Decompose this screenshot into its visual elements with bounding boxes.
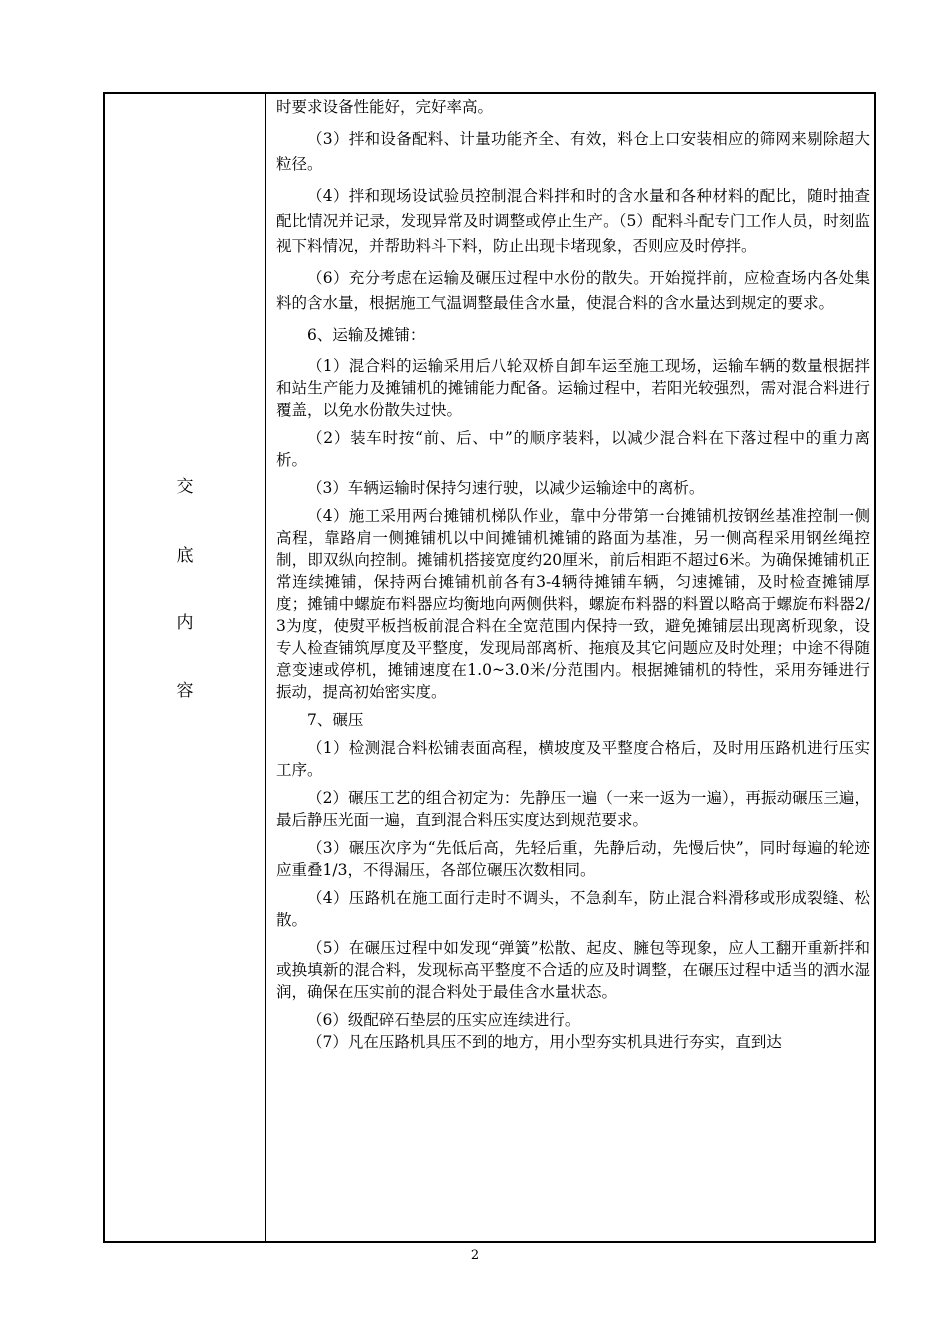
paragraph: （3）碾压次序为“先低后高，先轻后重，先静后动，先慢后快”，同时每遍的轮迹应重叠1/3，不得漏压，各部位碾压次数相同。	[276, 839, 870, 879]
paragraph: （6）充分考虑在运输及碾压过程中水份的散失。开始搅拌前，应检查场内各处集料的含水量，根据施工气温调整最佳含水量，使混合料的含水量达到规定的要求。	[276, 269, 870, 312]
paragraph: （1）检测混合料松铺表面高程，横坡度及平整度合格后，及时用压路机进行压实工序。	[276, 739, 870, 779]
column-divider	[265, 94, 266, 1241]
paragraph: （5）在碾压过程中如发现“弹簧”松散、起皮、臃包等现象，应人工翻开重新拌和或换填新的混合料，发现标高平整度不合适的应及时调整，在碾压过程中适当的洒水湿润，确保在压实前的混合料处于最佳含水量状态。	[276, 939, 870, 1001]
paragraph: （2）装车时按“前、后、中”的顺序装料，以减少混合料在下落过程中的重力离析。	[276, 429, 870, 469]
paragraph: （2）碾压工艺的组合初定为：先静压一遍（一来一返为一遍），再振动碾压三遍，最后静压光面一遍，直到混合料压实度达到规范要求。	[276, 789, 870, 829]
section-heading: 7、碾压	[307, 711, 364, 729]
label-column	[105, 94, 265, 1241]
page-number: 2	[470, 1248, 480, 1263]
paragraph: 时要求设备性能好，完好率高。	[276, 98, 494, 116]
content-cell	[276, 94, 870, 1241]
paragraph: （4）压路机在施工面行走时不调头，不急刹车，防止混合料滑移或形成裂缝、松散。	[276, 889, 870, 929]
paragraph: （3）拌和设备配料、计量功能齐全、有效，料仓上口安装相应的筛网来剔除超大粒径。	[276, 130, 870, 173]
paragraph: （4）拌和现场设试验员控制混合料拌和时的含水量和各种材料的配比，随时抽查配比情况并记录，发现异常及时调整或停止生产。（5）配料斗配专门工作人员，时刻监视下料情况，并帮助料斗下料，防止出现卡堵现象，否则应及时停拌。	[276, 187, 870, 255]
paragraph: （7）凡在压路机具压不到的地方，用小型夯实机具进行夯实，直到达	[307, 1033, 782, 1051]
disclosure-table	[103, 92, 876, 1243]
label-char: 交	[176, 477, 194, 497]
paragraph: （4）施工采用两台摊铺机梯队作业，靠中分带第一台摊铺机按钢丝基准控制一侧高程，靠路肩一侧摊铺机以中间摊铺机摊铺的路面为基准，另一侧高程采用钢丝绳控制，即双纵向控制。摊铺机搭接宽度约20厘米，前后相距不超过6米。为确保摊铺机正常连续摊铺，保持两台摊铺机前各有3-4辆待摊铺车辆，匀速摊铺，及时检查摊铺厚度；摊铺中螺旋布料器应均衡地向两侧供料，螺旋布料器的料置以略高于螺旋布料器2/3为度，使熨平板挡板前混合料在全宽范围内保持一致，避免摊铺层出现离析现象，设专人检查铺筑厚度及平整度，发现局部离析、拖痕及其它问题应及时处理；中途不得随意变速或停机，摊铺速度在1.0~3.0米/分范围内。根据摊铺机的特性，采用夯锤进行振动，提高初始密实度。	[276, 507, 870, 701]
label-char: 底	[176, 546, 194, 566]
label-char: 内	[176, 613, 194, 633]
paragraph: （1）混合料的运输采用后八轮双桥自卸车运至施工现场，运输车辆的数量根据拌和站生产能力及摊铺机的摊铺能力配备。运输过程中，若阳光较强烈，需对混合料进行覆盖，以免水份散失过快。	[276, 357, 870, 419]
paragraph: （6）级配碎石垫层的压实应连续进行。	[307, 1011, 581, 1029]
paragraph: （3）车辆运输时保持匀速行驶，以减少运输途中的离析。	[307, 479, 705, 497]
section-heading: 6、运输及摊铺：	[307, 326, 426, 344]
label-char: 容	[176, 681, 194, 701]
